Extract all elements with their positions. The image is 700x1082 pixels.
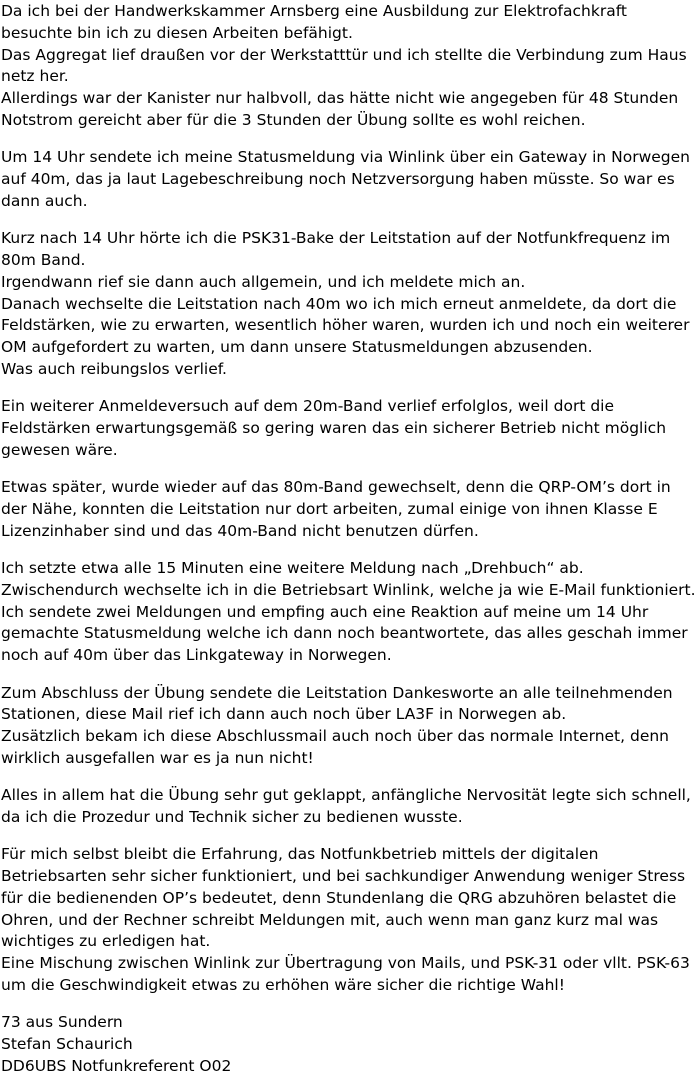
text-line: Ich setzte etwa alle 15 Minuten eine weitere Meldung nach „Drehbuch“ ab. [1, 559, 584, 578]
text-line: auf 40m, das ja laut Lagebeschreibung noch Netzversorgung haben müsste. So war es [1, 170, 675, 189]
text-line: Ohren, und der Rechner schreibt Meldungen mit, auch wenn man ganz kurz mal was [1, 910, 659, 929]
text-line: Da ich bei der Handwerkskammer Arnsberg eine Ausbildung zur Elektrofachkraft [1, 2, 627, 20]
text-line: Zusätzlich bekam ich diese Abschlussmail auch noch über das normale Internet, denn [1, 727, 670, 746]
text-line: Um 14 Uhr sendete ich meine Statusmeldung via Winlink über ein Gateway in Norwegen [1, 148, 691, 167]
signature-callsign: DD6UBS Notfunkreferent O02 [1, 1056, 232, 1075]
text-line: Zum Abschluss der Übung sendete die Leitstation Dankesworte an alle teilnehmenden [1, 683, 673, 702]
text-line: Betriebsarten sehr sicher funktioniert, und bei sachkundiger Anwendung weniger Stress [1, 867, 686, 886]
signature-block [1, 1012, 700, 1077]
text-line: Zwischendurch wechselte ich in die Betriebsart Winlink, welche ja wie E-Mail funktioniert. [1, 580, 696, 599]
text-line: gemachte Statusmeldung welche ich dann noch beantwortete, das alles geschah immer [1, 624, 688, 643]
paragraph-6 [1, 558, 700, 667]
text-line: Was auch reibungslos verlief. [1, 359, 227, 378]
text-line: der Nähe, konnten die Leitstation nur dort arbeiten, zumal einige von ihnen Klasse E [1, 499, 658, 518]
paragraph-8 [1, 785, 700, 829]
text-line: besuchte bin ich zu diesen Arbeiten befähigt. [1, 23, 353, 42]
paragraph-3 [1, 228, 700, 381]
text-line: Kurz nach 14 Uhr hörte ich die PSK31-Bake der Leitstation auf der Notfunkfrequenz im [1, 229, 671, 248]
text-line: Lizenzinhaber sind und das 40m-Band nicht benutzen dürfen. [1, 521, 479, 540]
text-line: Feldstärken erwartungsgemäß so gering waren das ein sicherer Betrieb nicht möglich [1, 419, 667, 438]
text-line: da ich die Prozedur und Technik sicher zu bedienen wusste. [1, 808, 463, 826]
text-line: Das Aggregat lief draußen vor der Werkstatttür und ich stellte die Verbindung zum Haus [1, 45, 687, 64]
text-line: Feldstärken, wie zu erwarten, wesentlich höher waren, wurden ich und noch ein weiterer [1, 316, 690, 335]
text-line: netz her. [1, 67, 69, 86]
signature-greeting: 73 aus Sundern [1, 1013, 123, 1032]
text-line: gewesen wäre. [1, 440, 118, 459]
text-line: Notstrom gereicht aber für die 3 Stunden der Übung sollte es wohl reichen. [1, 110, 586, 129]
signature-name: Stefan Schaurich [1, 1035, 133, 1054]
text-line: Eine Mischung zwischen Winlink zur Übertragung von Mails, und PSK-31 oder vllt. PSK-63 [1, 954, 690, 973]
paragraph-2 [1, 147, 700, 212]
text-line: um die Geschwindigkeit etwas zu erhöhen wäre sicher die richtige Wahl! [1, 976, 565, 995]
text-line: 80m Band. [1, 250, 86, 269]
paragraph-5 [1, 477, 700, 542]
text-line: Alles in allem hat die Übung sehr gut geklappt, anfängliche Nervosität legte sich schnell, [1, 786, 691, 805]
paragraph-7 [1, 683, 700, 770]
paragraph-4 [1, 396, 700, 461]
text-line: Danach wechselte die Leitstation nach 40m wo ich mich erneut anmeldete, da dort die [1, 294, 677, 313]
text-line: für die bedienenden OP’s bedeutet, denn Stundenlang die QRG abzuhören belastet die [1, 888, 677, 907]
text-line: Ein weiterer Anmeldeversuch auf dem 20m-Band verlief erfolglos, weil dort die [1, 397, 614, 416]
text-line: wichtiges zu erledigen hat. [1, 932, 211, 951]
paragraph-1 [1, 1, 700, 132]
text-line: Stationen, diese Mail rief ich dann auch noch über LA3F in Norwegen ab. [1, 705, 567, 724]
text-line: noch auf 40m über das Linkgateway in Norwegen. [1, 646, 392, 665]
paragraph-9 [1, 844, 700, 997]
text-line: Irgendwann rief sie dann auch allgemein, und ich meldete mich an. [1, 272, 526, 291]
text-line: Für mich selbst bleibt die Erfahrung, das Notfunkbetrieb mittels der digitalen [1, 845, 599, 864]
text-line: Allerdings war der Kanister nur halbvoll, das hätte nicht wie angegeben für 48 Stunden [1, 89, 679, 108]
text-line: OM aufgefordert zu warten, um dann unsere Statusmeldungen abzusenden. [1, 338, 593, 357]
text-line: Etwas später, wurde wieder auf das 80m-Band gewechselt, denn die QRP-OM’s dort in [1, 478, 671, 497]
text-line: Ich sendete zwei Meldungen und empfing auch eine Reaktion auf meine um 14 Uhr [1, 602, 649, 621]
text-line: wirklich ausgefallen war es ja nun nicht! [1, 748, 314, 767]
text-line: dann auch. [1, 191, 88, 210]
